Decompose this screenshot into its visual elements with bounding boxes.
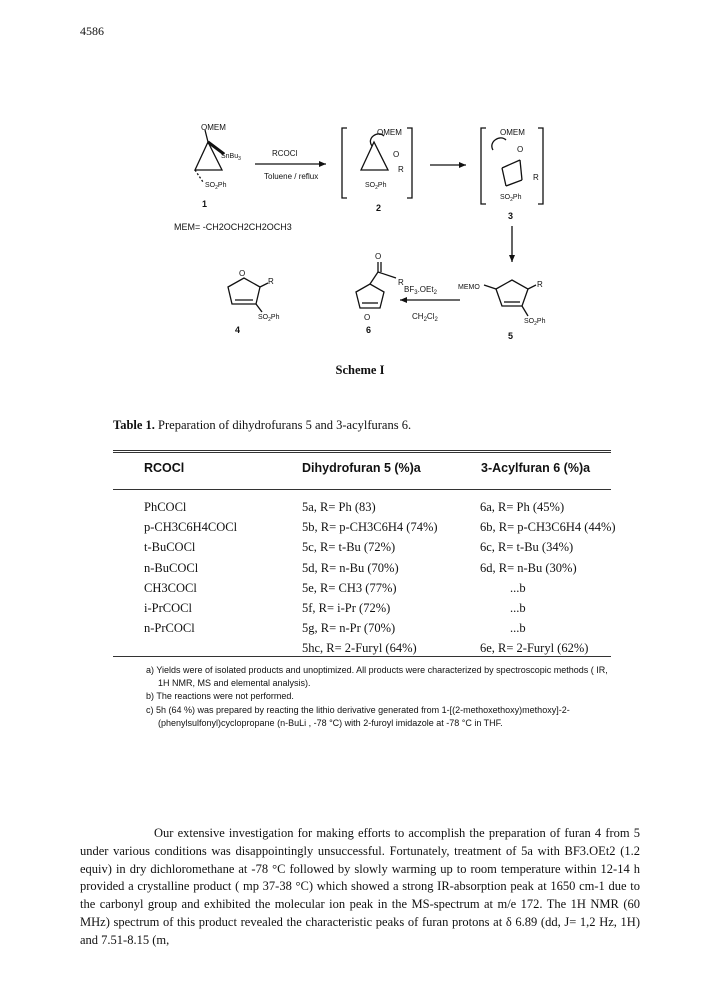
footnote-a: a) Yields were of isolated products and unoptimized. All products were characterized by spectroscopic methods ( IR, [146,665,608,675]
table-cell: PhCOCl [144,500,187,514]
arrow-to-6 [400,285,460,323]
table-cell: 5d, R= n-Bu (70%) [302,560,399,575]
compound-number-6: 6 [366,325,372,335]
conditions-ch2cl2: $CH_2Cl_2$ [412,312,438,323]
reagent-rcocl: RCOCl [272,149,298,158]
conditions-toluene: Toluene / reflux [264,172,319,181]
table-caption [113,418,411,433]
table-cell: 5b, R= p-CH3C6H4 (74%) [302,520,438,535]
label-snbu3: SnBu$_3$ [221,153,241,162]
table-cell: 6d, R= n-Bu (30%) [480,560,577,575]
label-o-6-carbonyl: O [375,252,382,261]
table-cell: n-PrCOCl [144,621,195,636]
label-o-4: O [239,269,246,278]
arrow-to-2 [255,149,326,181]
table-cell: 5g, R= n-Pr (70%) [302,621,396,636]
table-cell: p-CH3C6H4COCl [144,520,238,535]
compound-number-2: 2 [376,203,382,213]
arrow-to-3 [430,162,466,168]
compound-4-structure [228,269,280,335]
table-cell: 5c, R= t-Bu (72%) [302,540,396,555]
label-so2ph-1: $SO_2Ph$ [205,182,227,191]
table-cell: 5a, R= Ph (83) [302,500,376,514]
compound-number-3: 3 [508,211,514,221]
compound-5-structure [458,280,546,341]
header-dihydrofuran: Dihydrofuran 5 (%)a [302,461,421,475]
table-cell: i-PrCOCl [144,601,192,616]
label-r-4: R [268,277,274,286]
label-omem-1: OMEM [201,123,226,132]
intermediate-3-structure [481,128,543,221]
table-cell: 6a, R= Ph (45%) [480,500,565,514]
label-r-6: R [398,278,404,287]
compound-6-structure [356,252,404,335]
compound-number-5: 5 [508,331,514,341]
table-cell: 5hc, R= 2-Furyl (64%) [302,641,417,656]
arrow-to-5 [509,226,515,262]
header-acylfuran: 3-Acylfuran 6 (%)a [481,461,591,475]
intermediate-2-structure [342,128,412,213]
footnote-c: c) 5h (64 %) was prepared by reacting the lithio derivative generated from 1-[(2-methoxethoxy)methoxy]-2- [146,704,570,715]
table-cell: t-BuCOCl [144,540,196,555]
table-caption-label: Table 1. [113,418,155,432]
label-o-6-ring: O [364,313,371,322]
compound-number-1: 1 [202,199,208,209]
table-cell: 6b, R= p-CH3C6H4 (44%) [480,520,616,535]
table-cell: 5e, R= CH3 (77%) [302,580,397,595]
table-cell: n-BuCOCl [144,560,199,575]
reaction-scheme [0,0,720,360]
footnote-a-cont: 1H NMR, MS and elemental analysis). [158,678,311,689]
label-so2ph-4: $SO_2Ph$ [258,314,280,323]
label-r-2: R [398,165,404,174]
table-footnotes [146,664,616,730]
table-cell: ...b [510,601,526,616]
table-cell: 6e, R= 2-Furyl (62%) [480,641,589,656]
header-rcocl: RCOCl [144,461,185,475]
label-so2ph-5: $SO_2Ph$ [524,318,546,327]
label-r-5: R [537,280,543,289]
footnote-b: b) The reactions were not performed. [146,691,294,702]
table-header-rule [113,489,611,490]
table-top-rule [113,450,611,453]
body-paragraph [80,825,640,950]
footnote-c-cont: (phenylsulfonyl)cyclopropane (n-BuLi , -78 °C) with 2-furoyl imidazole at -78 °C in THF. [158,717,503,728]
table-cell: CH3COCl [144,580,197,595]
table-bottom-rule [113,656,611,657]
table-cell: 5f, R= i-Pr (72%) [302,601,391,616]
table-col-dihydrofuran [302,497,438,659]
label-r-3: R [533,173,539,182]
label-o-2: O [393,150,400,159]
page-number: 4586 [80,24,104,38]
label-o-3: O [517,145,524,154]
reagent-bf3: $BF_3.OEt_2$ [404,285,437,296]
scheme-caption: Scheme I [335,363,385,377]
table-cell: ...b [510,580,526,595]
label-omem-2: OMEM [377,128,402,137]
mem-definition: MEM= -CH2OCH2CH2OCH3 [174,222,292,232]
label-so2ph-3: $SO_2Ph$ [500,194,522,203]
compound-1-structure [195,123,241,209]
table-caption-text: Preparation of dihydrofurans 5 and 3-acylfurans 6. [158,418,412,432]
label-so2ph-2: $SO_2Ph$ [365,182,387,191]
table-col-acylfuran [480,497,616,659]
table-cell: ...b [510,621,526,636]
table-cell: 6c, R= t-Bu (34%) [480,540,574,555]
label-memo: MEMO [458,284,480,291]
compound-number-4: 4 [235,325,241,335]
paragraph-text: Our extensive investigation for making efforts to accomplish the preparation of furan 4 from 5 under various conditions was disappointingly unsuccessful. Fortunately, treatment of 5a with BF3.OEt2 (1.2 equiv) in dry dichloromethane at -78 °C followed by slowly warming up to room temperature within 12-14 h provided a crystalline product ( mp 37-38 °C) which showed a strong IR-absorption peak at 1650 cm-1 due to the carbonyl group and exhibited the molecular ion peak in the MS-spectrum at m/e 172. The 1H NMR (60 MHz) spectrum of this product revealed the characteristic peaks of furan protons at δ 6.89 (dd, J= 1,2 Hz, 1H) and 7.51-8.15 (m, [80,826,640,947]
label-omem-3: OMEM [500,128,525,137]
table-col-rcocl [144,497,237,638]
